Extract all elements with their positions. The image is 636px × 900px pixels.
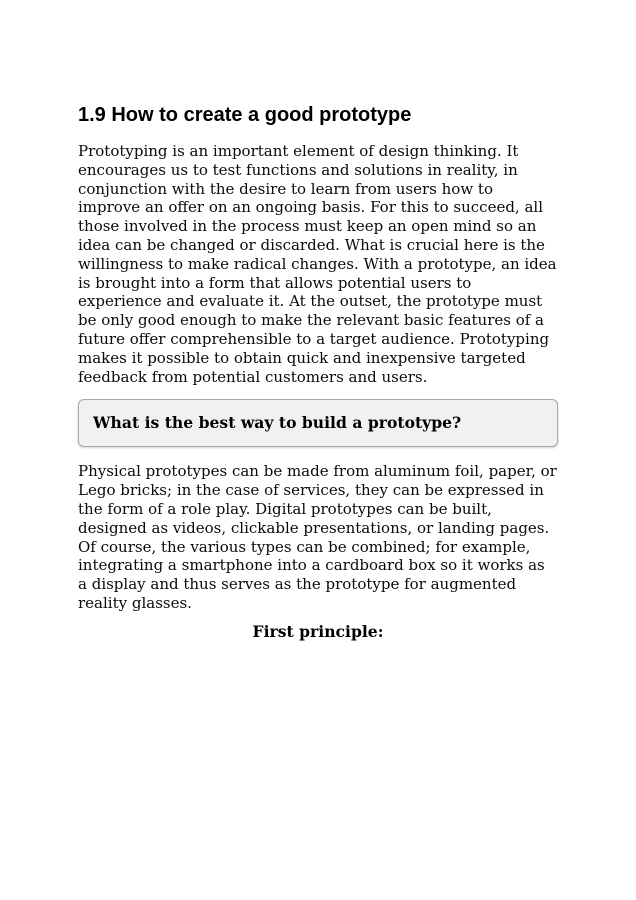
question-callout-box <box>78 399 558 447</box>
callout-question-text: What is the best way to build a prototype? <box>93 413 462 433</box>
first-principle-heading: First principle: <box>252 621 384 641</box>
body-paragraph: Physical prototypes can be made from aluminum foil, paper, or Lego bricks; in the case of services, they can be expressed in the form of a role play. Digital prototypes can be built, designed as videos, clickable presentations, or landing pages. Of course, the various types can be combined; for example, integrating a smartphone into a cardboard box so it works as a display and thus serves as the prototype for augmented reality glasses. <box>78 462 557 612</box>
intro-paragraph: Prototyping is an important element of design thinking. It encourages us to test functions and solutions in reality, in conjunction with the desire to learn from users how to improve an offer on an ongoing basis. For this to succeed, all those involved in the process must keep an open mind so an idea can be changed or discarded. What is crucial here is the willingness to make radical changes. With a prototype, an idea is brought into a form that allows potential users to experience and evaluate it. At the outset, the prototype must be only good enough to make the relevant basic features of a future offer comprehensible to a target audience. Prototyping makes it possible to obtain quick and inexpensive targeted feedback from potential customers and users. <box>78 142 557 386</box>
section-heading: 1.9 How to create a good prototype <box>78 104 412 126</box>
